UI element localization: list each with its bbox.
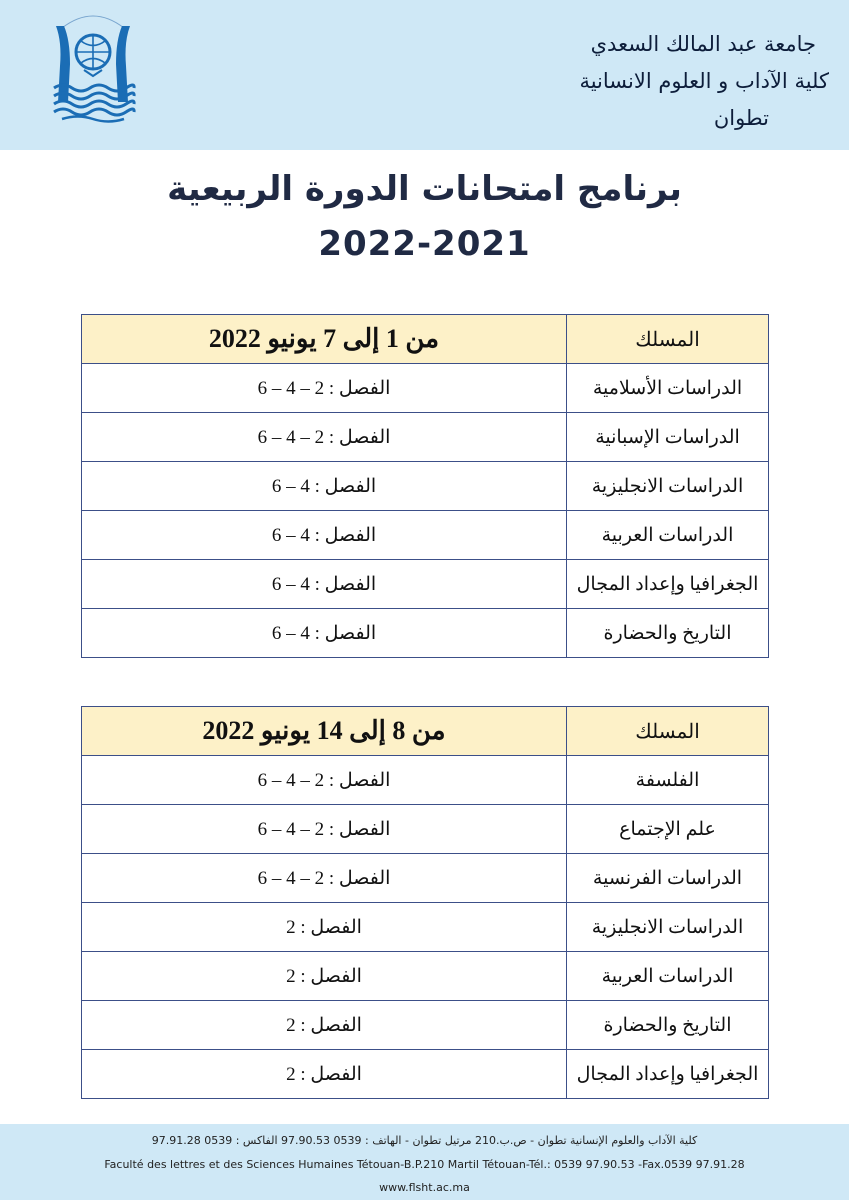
semester-cell: الفصل : 2 – 4 – 6 [82, 413, 567, 462]
title-year: 2022-2021 [318, 224, 531, 264]
table-row [82, 756, 769, 805]
track-cell: الجغرافيا وإعداد المجال [567, 1050, 769, 1099]
track-cell: الدراسات الإسبانية [567, 413, 769, 462]
semester-cell: الفصل : 2 – 4 – 6 [82, 805, 567, 854]
table-row [82, 1050, 769, 1099]
university-logo-icon [18, 6, 168, 144]
schedule-table-1 [81, 314, 769, 658]
table-row [82, 560, 769, 609]
page-title [0, 160, 849, 270]
table-row [82, 511, 769, 560]
semester-cell: الفصل : 4 – 6 [82, 609, 567, 658]
header-date-cell: من 8 إلى 14 يونيو 2022 [82, 707, 567, 756]
semester-cell: الفصل : 2 [82, 1050, 567, 1099]
header-band [0, 0, 849, 150]
semester-cell: الفصل : 2 – 4 – 6 [82, 364, 567, 413]
footer-band [0, 1124, 849, 1200]
track-cell: الدراسات العربية [567, 511, 769, 560]
semester-cell: الفصل : 2 [82, 1001, 567, 1050]
header-track-cell: المسلك [567, 315, 769, 364]
semester-cell: الفصل : 2 [82, 903, 567, 952]
university-name: جامعة عبد المالك السعدي [590, 32, 816, 56]
header-date-cell: من 1 إلى 7 يونيو 2022 [82, 315, 567, 364]
table-row [82, 952, 769, 1001]
schedule-table-2 [81, 706, 769, 1099]
table-row [82, 854, 769, 903]
title-main: برنامج امتحانات الدورة الربيعية [167, 169, 682, 209]
institution-block [409, 26, 829, 137]
semester-cell: الفصل : 2 – 4 – 6 [82, 854, 567, 903]
semester-cell: الفصل : 4 – 6 [82, 511, 567, 560]
track-cell: علم الإجتماع [567, 805, 769, 854]
table-row [82, 1001, 769, 1050]
track-cell: التاريخ والحضارة [567, 1001, 769, 1050]
city-name: تطوان [713, 106, 769, 130]
track-cell: التاريخ والحضارة [567, 609, 769, 658]
table-row [82, 805, 769, 854]
footer-address-fr: Faculté des lettres et des Sciences Humaines Tétouan-B.P.210 Martil Tétouan-Tél.: 0539 97.90.53 -Fax.0539 97.91.28 [104, 1158, 745, 1171]
table-header-row [82, 315, 769, 364]
semester-cell: الفصل : 4 – 6 [82, 462, 567, 511]
footer-address-ar: كلية الآداب والعلوم الإنسانية تطوان - ص.ب.210 مرتيل تطوان - الهاتف : 0539 97.90.53 الفاكس : 0539 97.91.28 [151, 1134, 698, 1147]
semester-cell: الفصل : 2 [82, 952, 567, 1001]
track-cell: الدراسات العربية [567, 952, 769, 1001]
semester-cell: الفصل : 4 – 6 [82, 560, 567, 609]
table-row [82, 462, 769, 511]
faculty-name: كلية الآداب و العلوم الانسانية [579, 69, 829, 93]
track-cell: الدراسات الانجليزية [567, 903, 769, 952]
track-cell: الدراسات الفرنسية [567, 854, 769, 903]
table-row [82, 609, 769, 658]
table-header-row [82, 707, 769, 756]
track-cell: الدراسات الانجليزية [567, 462, 769, 511]
track-cell: الفلسفة [567, 756, 769, 805]
track-cell: الدراسات الأسلامية [567, 364, 769, 413]
semester-cell: الفصل : 2 – 4 – 6 [82, 756, 567, 805]
header-track-cell: المسلك [567, 707, 769, 756]
table-row [82, 903, 769, 952]
table-row [82, 364, 769, 413]
track-cell: الجغرافيا وإعداد المجال [567, 560, 769, 609]
footer-website-link[interactable]: www.flsht.ac.ma [379, 1181, 470, 1194]
table-row [82, 413, 769, 462]
